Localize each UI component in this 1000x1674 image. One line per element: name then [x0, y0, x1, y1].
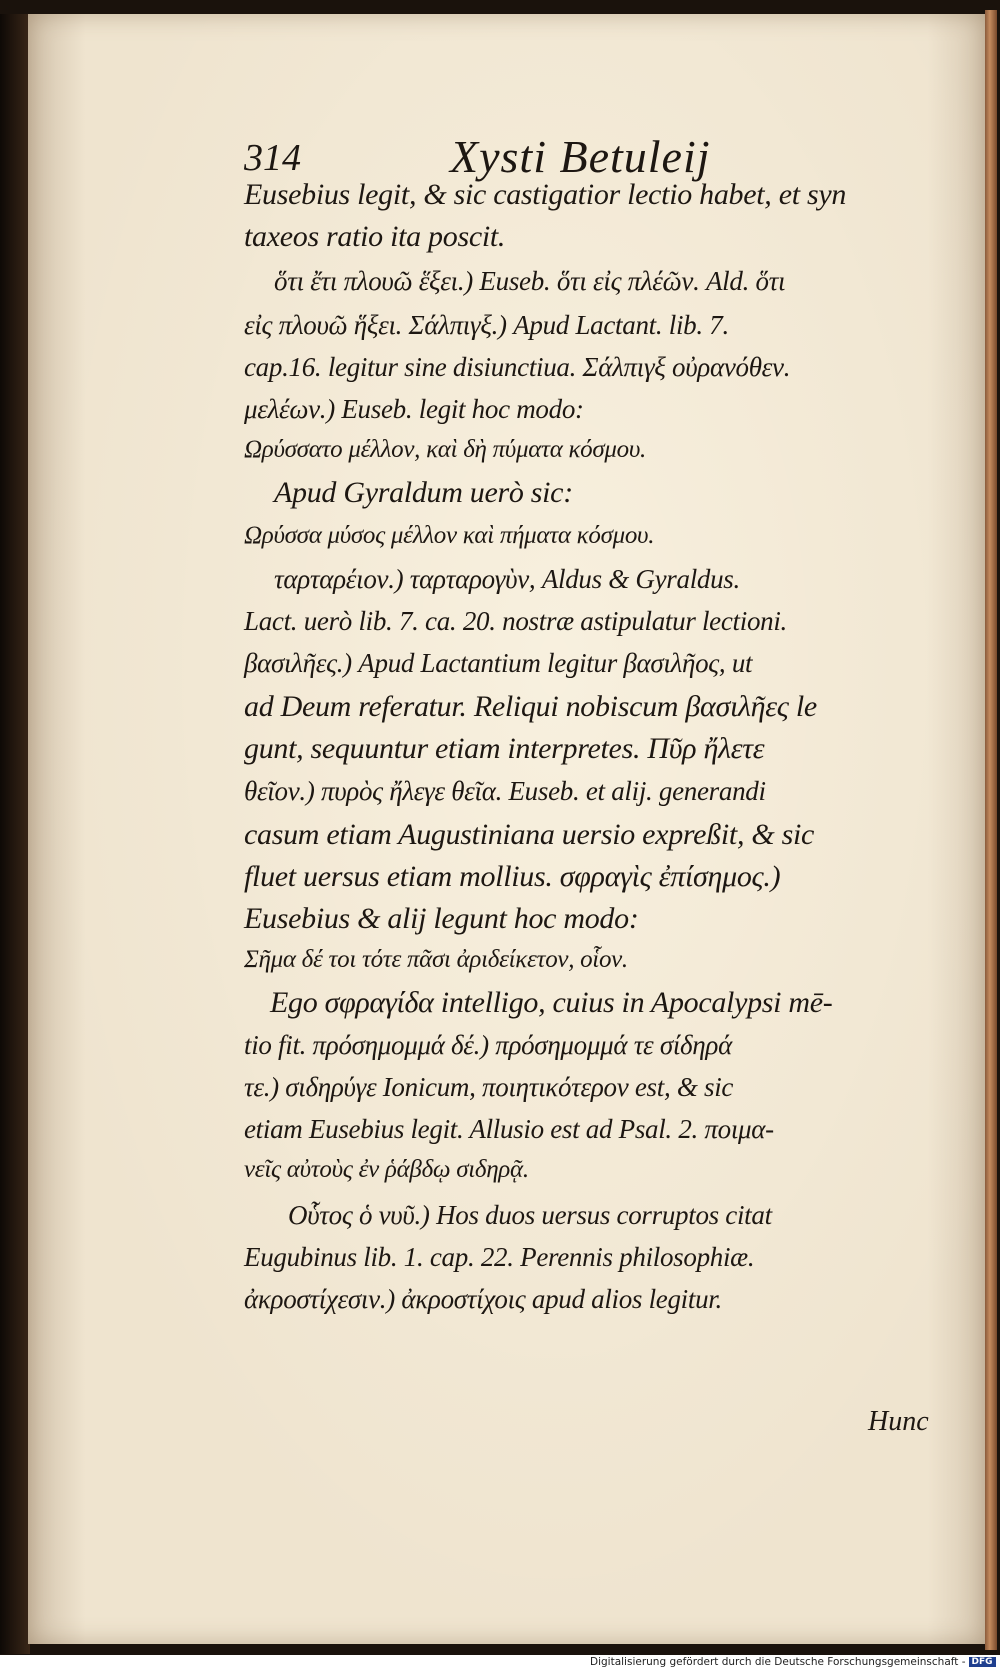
text-line: θεῖον.) πυρὸς ἤλεγε θεῖα. Euseb. et alij. generandi [244, 776, 766, 806]
text-line: Οὗτος ὁ νυῦ.) Hos duos uersus corruptos citat [288, 1200, 772, 1230]
text-line: Apud Gyraldum uerò sic: [274, 476, 573, 509]
text-line: cap.16. legitur sine disiunctiua. Σάλπιγξ οὐρανόθεν. [244, 352, 791, 382]
text-line: Lact. uerò lib. 7. ca. 20. nostræ astipulatur lectioni. [244, 606, 787, 636]
text-line: Eugubinus lib. 1. cap. 22. Perennis philosophiæ. [244, 1242, 755, 1272]
running-head: Xysti Betuleij [450, 131, 711, 182]
text-line: ad Deum referatur. Reliqui nobiscum βασιλῆες le [244, 690, 817, 723]
text-line: Eusebius legit, & sic castigatior lectio habet, et syn [244, 178, 847, 211]
text-line: τε.) σιδηρύγε Ionicum, ποιητικότερον est, & sic [244, 1072, 734, 1102]
text-line: Ωρύσσατο μέλλον, καὶ δὴ πύματα κόσμου. [244, 436, 646, 463]
text-line: Σῆμα δέ τοι τότε πᾶσι ἀριδείκετον, οἷον. [244, 946, 628, 973]
text-line: gunt, sequuntur etiam interpretes. Πῦρ ἤλετε [244, 732, 765, 765]
text-line: βασιλῆες.) Apud Lactantium legitur βασιλῆος, ut [244, 648, 753, 678]
text-line: μελέων.) Euseb. legit hoc modo: [244, 394, 584, 424]
text-line: ὅτι ἔτι πλουῶ ἕξει.) Euseb. ὅτι εἰς πλέῶν. Ald. ὅτι [274, 266, 786, 296]
text-line: εἰς πλουῶ ἥξει. Σάλπιγξ.) Apud Lactant. lib. 7. [244, 310, 729, 340]
dfg-logo: DFG [969, 1657, 996, 1667]
text-line: casum etiam Augustiniana uersio expreßit, & sic [244, 818, 815, 851]
credit-text: Digitalisierung gefördert durch die Deutsche Forschungsgemeinschaft - [590, 1656, 966, 1668]
text-line: Ego σφραγίδα intelligo, cuius in Apocalypsi mē- [270, 986, 833, 1019]
page-edge [985, 10, 997, 1650]
text-line: νεῖς αὐτοὺς ἐν ῥάβδῳ σιδηρᾷ. [244, 1156, 529, 1183]
text-line: tio fit. πρόσημομμά δέ.) πρόσημομμά τε σίδηρά [244, 1030, 732, 1060]
text-line: etiam Eusebius legit. Allusio est ad Psal. 2. ποιμα- [244, 1114, 774, 1144]
text-line: Ωρύσσα μύσος μέλλον καὶ πήματα κόσμου. [244, 522, 655, 549]
catchword: Hunc [868, 1406, 929, 1437]
text-line: taxeos ratio ita poscit. [244, 220, 506, 253]
text-line: Eusebius & alij legunt hoc modo: [244, 902, 639, 935]
binding-gutter [0, 14, 30, 1654]
text-line: ἀκροστίχεσιν.) ἀκροστίχοις apud alios legitur. [244, 1284, 722, 1314]
page-number: 314 [244, 137, 301, 179]
text-line: fluet uersus etiam mollius. σφραγὶς ἐπίσημος.) [244, 860, 781, 893]
text-line: ταρταρέιον.) ταρταρογὺν, Aldus & Gyraldus. [274, 564, 740, 594]
digitization-credit [590, 1656, 998, 1674]
page-header [244, 131, 944, 184]
